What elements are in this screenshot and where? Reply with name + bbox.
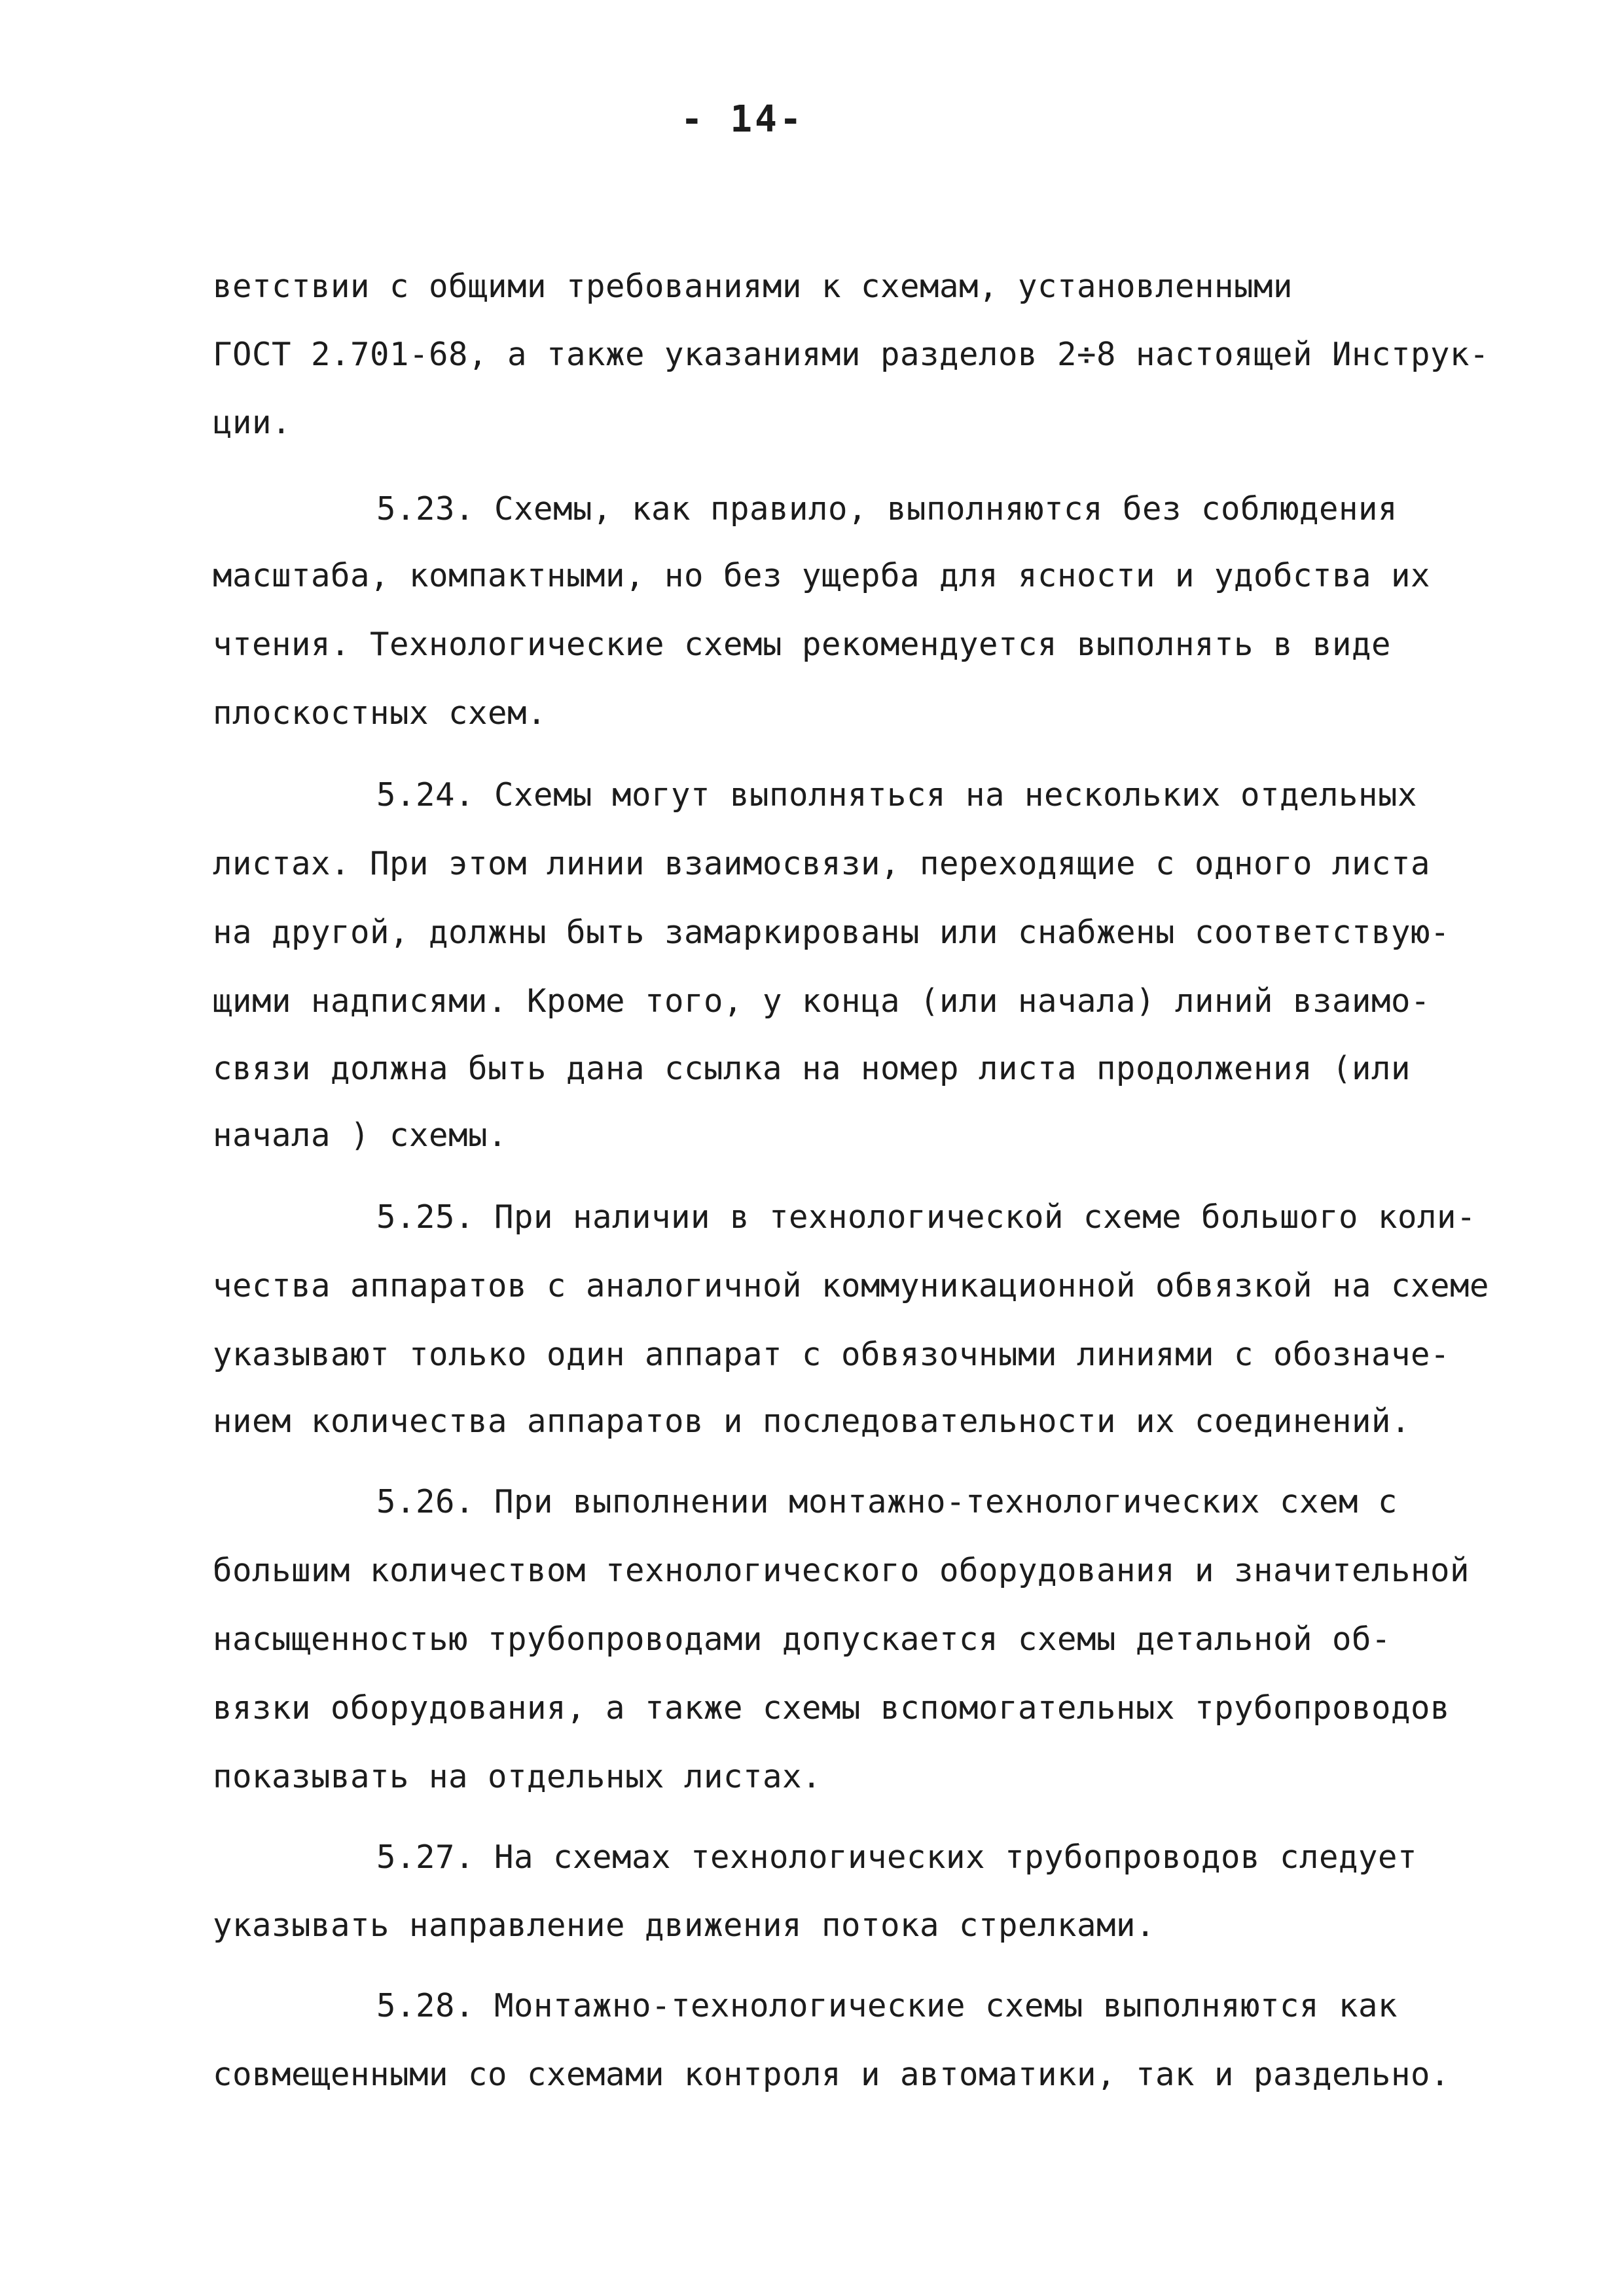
text-line: указывают только один аппарат с обвязочными линиями с обозначе- [213,1336,1451,1373]
text-line: плоскостных схем. [213,694,547,732]
text-line: чтения. Технологические схемы рекомендуется выполнять в виде [213,626,1392,663]
text-line: 5.25. При наличии в технологической схеме большого коли- [376,1198,1477,1236]
text-line: 5.28. Монтажно-технологические схемы выполняются как [376,1987,1398,2024]
text-line: ветствии с общими требованиями к схемам, установленными [213,268,1293,305]
text-line: вязки оборудования, а также схемы вспомогательных трубопроводов [213,1689,1451,1727]
text-line: указывать направление движения потока стрелками. [213,1907,1156,1944]
text-line: масштаба, компактными, но без ущерба для ясности и удобства их [213,557,1431,594]
text-line: щими надписями. Кроме того, у конца (или начала) линий взаимо- [213,982,1431,1020]
text-line: чества аппаратов с аналогичной коммуникационной обвязкой на схеме [213,1267,1490,1304]
text-line: большим количеством технологического оборудования и значительной [213,1552,1470,1589]
text-line: ГОСТ 2.701-68, а также указаниями разделов 2÷8 настоящей Инструк- [213,336,1490,373]
text-line: нием количества аппаратов и последовательности их соединений. [213,1403,1411,1440]
text-line: начала ) схемы. [213,1117,508,1154]
text-line: насыщенностью трубопроводами допускается схемы детальной об- [213,1621,1392,1658]
text-line: листах. При этом линии взаимосвязи, переходящие с одного листа [213,845,1431,882]
text-line: 5.26. При выполнении монтажно-технологических схем с [376,1483,1398,1520]
page-number: - 14- [681,98,804,141]
text-line: 5.23. Схемы, как правило, выполняются без соблюдения [376,490,1398,528]
text-line: совмещенными со схемами контроля и автоматики, так и раздельно. [213,2056,1451,2093]
text-line: 5.27. На схемах технологических трубопроводов следует [376,1839,1418,1876]
text-line: на другой, должны быть замаркированы или снабжены соответствую- [213,914,1451,951]
text-line: 5.24. Схемы могут выполняться на нескольких отдельных [376,776,1418,814]
text-line: показывать на отдельных листах. [213,1758,822,1795]
text-line: связи должна быть дана ссылка на номер листа продолжения (или [213,1050,1411,1087]
text-line: ции. [213,404,292,441]
